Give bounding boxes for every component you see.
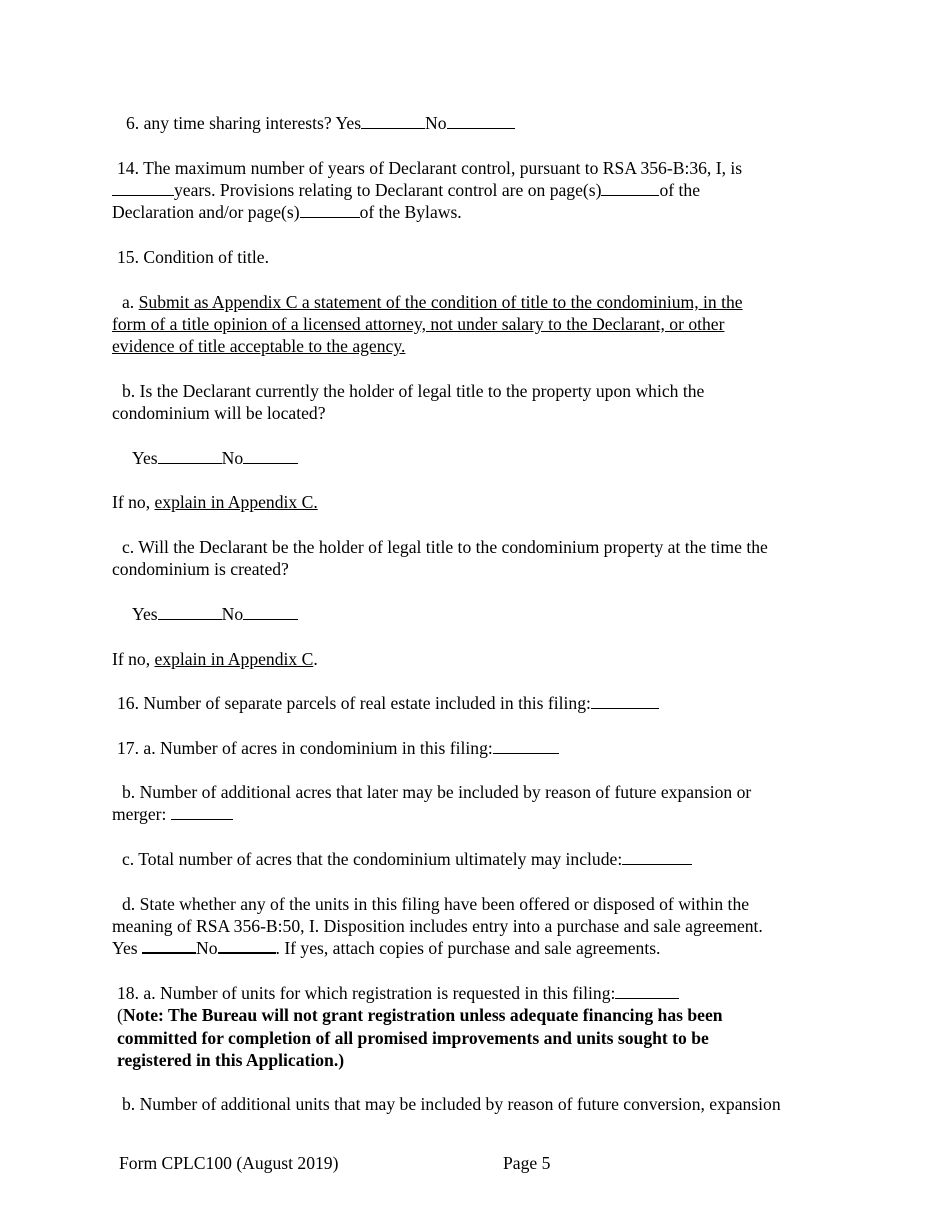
question-15c-line2: condominium is created? — [112, 559, 289, 579]
years-blank[interactable] — [112, 180, 174, 196]
question-17b-line1: b. Number of additional acres that later may be included by reason of future expansion or — [122, 782, 752, 802]
parcels-blank[interactable] — [591, 693, 659, 709]
question-14-line1: 14. The maximum number of years of Declarant control, pursuant to RSA 356-B:36, I, is — [117, 158, 743, 178]
question-15-title: 15. Condition of title. — [117, 247, 269, 267]
yes-blank[interactable] — [158, 604, 222, 620]
question-15b-line1: b. Is the Declarant currently the holder of legal title to the property upon which the — [122, 381, 705, 401]
no-blank[interactable] — [243, 448, 298, 464]
question-17d-line1: d. State whether any of the units in this filing have been offered or disposed of within the — [122, 894, 750, 914]
no-blank[interactable] — [447, 113, 515, 129]
question-15c-yes-no: Yes No — [132, 603, 298, 625]
note-line3: registered in this Application.) — [117, 1050, 345, 1070]
question-15b-line2: condominium will be located? — [112, 403, 326, 423]
question-17d-line2: meaning of RSA 356-B:50, I. Disposition includes entry into a purchase and sale agreement. — [112, 916, 763, 936]
question-15c-line1: c. Will the Declarant be the holder of legal title to the condominium property at the time the — [122, 537, 768, 557]
note-line1: (Note: The Bureau will not grant registration unless adequate financing has been — [117, 1005, 723, 1025]
question-15b-if-no: If no, explain in Appendix C. — [112, 492, 318, 512]
no-blank[interactable] — [218, 937, 276, 954]
question-16: 16. Number of separate parcels of real estate included in this filing: — [117, 692, 659, 714]
declaration-pages-blank[interactable] — [601, 180, 659, 196]
yes-blank[interactable] — [361, 113, 425, 129]
question-15a-line1: a. Submit as Appendix C a statement of the condition of title to the condominium, in the — [122, 292, 743, 312]
question-15a-line2: form of a title opinion of a licensed attorney, not under salary to the Declarant, or other — [112, 314, 725, 334]
question-17b-line2: merger: — [112, 803, 233, 825]
units-blank[interactable] — [615, 983, 679, 999]
question-17d-line3: Yes No . If yes, attach copies of purchase and sale agreements. — [112, 938, 661, 958]
question-17a: 17. a. Number of acres in condominium in this filing: — [117, 737, 559, 759]
note-line2: committed for completion of all promised improvements and units sought to be — [117, 1028, 709, 1048]
question-15a-line3: evidence of title acceptable to the agency. — [112, 336, 406, 356]
question-17c: c. Total number of acres that the condominium ultimately may include: — [122, 848, 692, 870]
yes-blank[interactable] — [142, 937, 196, 954]
question-14-line2: years. Provisions relating to Declarant control are on page(s) of the — [112, 179, 700, 201]
footer-form-id: Form CPLC100 (August 2019) — [119, 1153, 339, 1173]
question-18a: 18. a. Number of units for which registration is requested in this filing: — [117, 982, 679, 1004]
question-6: 6. any time sharing interests? Yes No — [126, 112, 515, 134]
question-15c-if-no: If no, explain in Appendix C. — [112, 649, 318, 669]
question-18b: b. Number of additional units that may be included by reason of future conversion, expansion — [122, 1094, 781, 1114]
bylaws-pages-blank[interactable] — [300, 202, 360, 218]
additional-acres-blank[interactable] — [171, 804, 233, 820]
no-blank[interactable] — [243, 604, 298, 620]
question-14-line3: Declaration and/or page(s) of the Bylaws. — [112, 202, 462, 222]
yes-blank[interactable] — [158, 448, 222, 464]
total-acres-blank[interactable] — [622, 849, 692, 865]
question-15b-yes-no: Yes No — [132, 447, 298, 469]
footer-page-number: Page 5 — [503, 1153, 551, 1173]
acres-blank[interactable] — [493, 738, 559, 754]
